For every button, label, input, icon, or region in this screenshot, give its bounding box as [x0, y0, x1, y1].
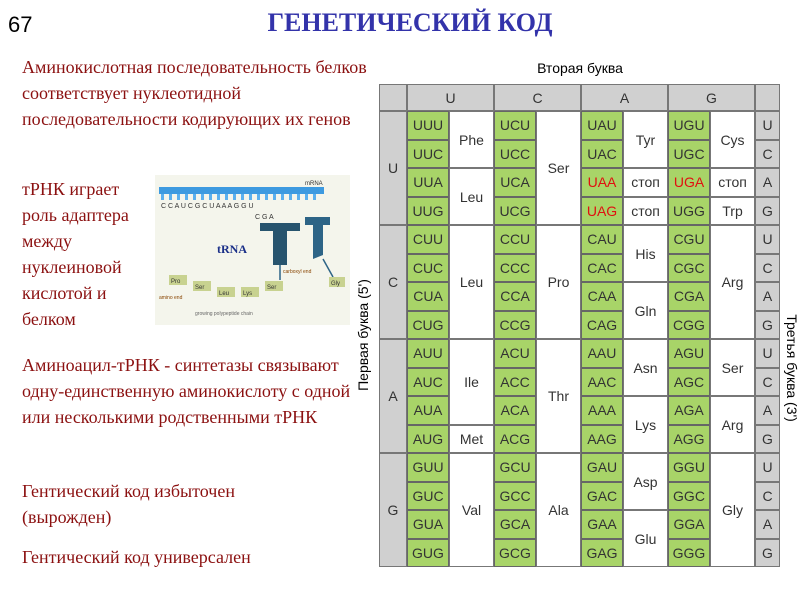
amino-acid-cell: Ser: [710, 339, 755, 396]
mrna-strand: [159, 187, 324, 194]
paragraph-universal: Гентический код универсален: [22, 547, 251, 567]
amino-acid-cell: Cys: [710, 111, 755, 168]
amino-acid-cell: Thr: [536, 339, 581, 453]
codon-cell: CCG: [494, 311, 536, 340]
amino-acid-cell: Gly: [710, 453, 755, 567]
codon-cell: AGC: [668, 368, 710, 397]
codon-cell: GUG: [407, 539, 449, 568]
third-letter-cell: C: [755, 254, 780, 283]
paragraph-synthetases: Аминоацил-тРНК - синтетазы связывают одну-единственную аминокислоту с одной или несколькими родственными тРНК: [22, 355, 351, 427]
codon-cell: UAG: [581, 197, 623, 226]
codon-cell: CGA: [668, 282, 710, 311]
chain-aa-4: Lys: [243, 291, 253, 297]
paragraph-sequence: Аминокислотная последовательность белков соответствует нуклеотидной последовательности кодирующих их генов: [22, 57, 367, 129]
amino-acid-cell: Phe: [449, 111, 494, 168]
codon-cell: CAU: [581, 225, 623, 254]
codon-cell: ACA: [494, 396, 536, 425]
carboxyl-end-label: carboxyl end: [283, 269, 312, 275]
amino-acid-cell: Tyr: [623, 111, 668, 168]
codon-cell: AAA: [581, 396, 623, 425]
amino-acid-cell: His: [623, 225, 668, 282]
trna-illustration: [155, 175, 350, 325]
first-letter-cell: C: [379, 225, 407, 339]
third-letter-cell: C: [755, 368, 780, 397]
codon-cell: GGU: [668, 453, 710, 482]
codon-cell: GGC: [668, 482, 710, 511]
chain-aa-2: Ser: [195, 285, 205, 291]
paragraph-trna-adapter: тРНК играет роль адаптера между нуклеиновой кислотой и белком: [22, 179, 129, 329]
codon-cell: ACC: [494, 368, 536, 397]
codon-cell: GCC: [494, 482, 536, 511]
codon-cell: CUG: [407, 311, 449, 340]
codon-cell: GCG: [494, 539, 536, 568]
third-letter-cell: A: [755, 510, 780, 539]
chain-aa-5: Ser: [267, 285, 277, 291]
codon-cell: AGU: [668, 339, 710, 368]
codon-cell: CAA: [581, 282, 623, 311]
codon-cell: AGA: [668, 396, 710, 425]
amino-acid-cell: Pro: [536, 225, 581, 339]
third-letter-cell: C: [755, 482, 780, 511]
third-letter-cell: U: [755, 225, 780, 254]
codon-cell: AUU: [407, 339, 449, 368]
first-letter-label: Первая буква (5'): [355, 279, 371, 391]
codon-cell: GAG: [581, 539, 623, 568]
codon-cell: CGU: [668, 225, 710, 254]
chain-aa-3: Leu: [219, 291, 230, 297]
second-letter-label: Вторая буква: [537, 60, 623, 76]
codon-cell: GUA: [407, 510, 449, 539]
anticodon-label: C G A: [255, 214, 274, 221]
second-letter-header: A: [581, 84, 668, 111]
chain-caption: growing polypeptide chain: [195, 311, 253, 317]
amino-acid-cell: Ile: [449, 339, 494, 425]
first-letter-cell: A: [379, 339, 407, 453]
codon-cell: CGG: [668, 311, 710, 340]
codon-cell: AUA: [407, 396, 449, 425]
amino-acid-cell: Asn: [623, 339, 668, 396]
codon-cell: AGG: [668, 425, 710, 454]
codon-cell: AAC: [581, 368, 623, 397]
amino-acid-cell: Met: [449, 425, 494, 454]
codon-cell: UUG: [407, 197, 449, 226]
codon-cell: UUC: [407, 140, 449, 169]
codon-cell: GGA: [668, 510, 710, 539]
codon-cell: UUU: [407, 111, 449, 140]
third-letter-cell: U: [755, 111, 780, 140]
codon-cell: UCU: [494, 111, 536, 140]
trna-molecule-right: [305, 217, 330, 259]
amino-acid-cell: Gln: [623, 282, 668, 339]
amino-acid-cell: Trp: [710, 197, 755, 226]
codon-cell: GCA: [494, 510, 536, 539]
codon-cell: AUC: [407, 368, 449, 397]
codon-cell: CCC: [494, 254, 536, 283]
next-aa: Gly: [331, 281, 340, 287]
amino-acid-cell: Ala: [536, 453, 581, 567]
third-letter-cell: U: [755, 453, 780, 482]
chain-aa-1: Pro: [171, 279, 181, 285]
codon-cell: UAU: [581, 111, 623, 140]
codon-cell: CAG: [581, 311, 623, 340]
second-letter-header: G: [668, 84, 755, 111]
codon-cell: GUU: [407, 453, 449, 482]
codon-cell: AUG: [407, 425, 449, 454]
amino-acid-cell: Val: [449, 453, 494, 567]
codon-cell: CUC: [407, 254, 449, 283]
codon-cell: ACG: [494, 425, 536, 454]
amino-acid-cell: стоп: [710, 168, 755, 197]
amino-acid-cell: стоп: [623, 168, 668, 197]
mrna-sequence: C C A U C G C U A A A G G U: [161, 203, 254, 210]
second-letter-header: U: [407, 84, 494, 111]
codon-cell: GUC: [407, 482, 449, 511]
codon-cell: UGC: [668, 140, 710, 169]
codon-cell: CAC: [581, 254, 623, 283]
third-letter-cell: A: [755, 396, 780, 425]
codon-cell: UCA: [494, 168, 536, 197]
first-letter-cell: G: [379, 453, 407, 567]
slide-number: 67: [8, 12, 33, 37]
amino-acid-cell: Glu: [623, 510, 668, 567]
codon-cell: CCU: [494, 225, 536, 254]
second-letter-header: C: [494, 84, 581, 111]
amino-acid-cell: Arg: [710, 396, 755, 453]
paragraph-degenerate: Гентический код избыточен (вырожден): [22, 481, 235, 527]
first-letter-cell: U: [379, 111, 407, 225]
codon-cell: UAC: [581, 140, 623, 169]
codon-cell: GAA: [581, 510, 623, 539]
third-letter-cell: U: [755, 339, 780, 368]
codon-cell: GAU: [581, 453, 623, 482]
amino-acid-cell: Asp: [623, 453, 668, 510]
codon-cell: CGC: [668, 254, 710, 283]
third-letter-cell: G: [755, 311, 780, 340]
codon-cell: CUA: [407, 282, 449, 311]
amino-acid-cell: Ser: [536, 111, 581, 225]
trna-molecule-left: [260, 223, 300, 265]
third-letter-cell: A: [755, 282, 780, 311]
third-letter-cell: A: [755, 168, 780, 197]
amino-acid-cell: Lys: [623, 396, 668, 453]
amino-end-label: amino end: [159, 295, 183, 301]
amino-acid-cell: Leu: [449, 225, 494, 339]
codon-cell: CCA: [494, 282, 536, 311]
third-letter-label: Третья буква (3'): [784, 314, 800, 422]
codon-cell: UAA: [581, 168, 623, 197]
codon-cell: UUA: [407, 168, 449, 197]
amino-acid-cell: стоп: [623, 197, 668, 226]
codon-cell: UGG: [668, 197, 710, 226]
codon-cell: GCU: [494, 453, 536, 482]
codon-cell: GAC: [581, 482, 623, 511]
codon-cell: CUU: [407, 225, 449, 254]
codon-cell: GGG: [668, 539, 710, 568]
third-letter-cell: G: [755, 539, 780, 568]
mrna-label: mRNA: [305, 181, 323, 187]
amino-acid-cell: Leu: [449, 168, 494, 225]
table-corner-right: [755, 84, 780, 111]
third-letter-cell: G: [755, 425, 780, 454]
codon-cell: UCG: [494, 197, 536, 226]
codon-cell: UCC: [494, 140, 536, 169]
codon-cell: UGU: [668, 111, 710, 140]
codon-cell: AAU: [581, 339, 623, 368]
amino-acid-cell: Arg: [710, 225, 755, 339]
third-letter-cell: G: [755, 197, 780, 226]
table-corner-left: [379, 84, 407, 111]
codon-cell: AAG: [581, 425, 623, 454]
third-letter-cell: C: [755, 140, 780, 169]
codon-cell: UGA: [668, 168, 710, 197]
trna-label: tRNA: [217, 242, 247, 256]
codon-cell: ACU: [494, 339, 536, 368]
page-title: ГЕНЕТИЧЕСКИЙ КОД: [267, 8, 553, 37]
